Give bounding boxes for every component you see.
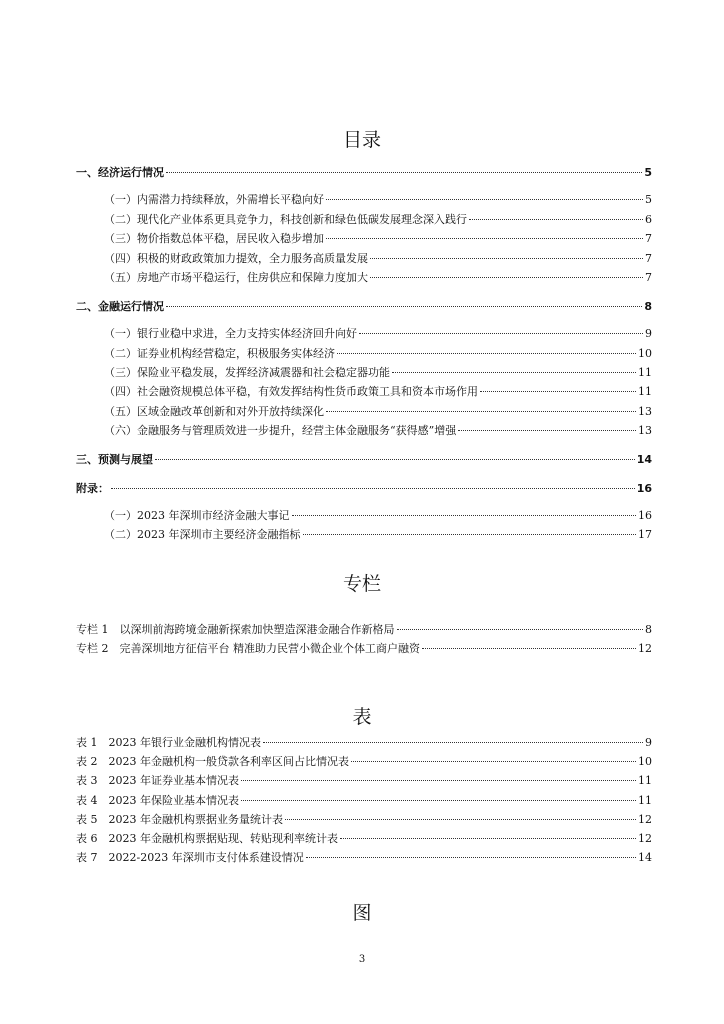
toc-entry[interactable] (104, 365, 652, 381)
leader-dots (370, 276, 643, 278)
table-entry[interactable] (76, 735, 652, 751)
toc-label: （一）2023 年深圳市经济金融大事记 (104, 509, 290, 522)
toc-label: 三、预测与展望 (76, 453, 153, 466)
toc-page: 13 (638, 424, 652, 437)
toc-label: （二）现代化产业体系更具竞争力，科技创新和绿色低碳发展理念深入践行 (104, 213, 467, 226)
table-entry[interactable] (76, 831, 652, 847)
table-entry[interactable] (76, 812, 652, 828)
toc-label: （六）金融服务与管理质效进一步提升，经营主体金融服务“获得感”增强 (104, 424, 457, 437)
toc-label: （四）积极的财政政策加力提效，全力服务高质量发展 (104, 252, 368, 265)
leader-dots (337, 352, 636, 354)
table-page: 11 (638, 774, 652, 787)
leader-dots (340, 837, 636, 839)
toc-entry[interactable] (104, 346, 652, 362)
column-label: 专栏 1 以深圳前海跨境金融新探索加快塑造深港金融合作新格局 (76, 623, 395, 636)
leader-dots (241, 779, 636, 781)
toc-title: 目录 (342, 129, 381, 151)
toc-label: 一、经济运行情况 (76, 166, 164, 179)
toc-page: 5 (645, 193, 652, 206)
toc-page: 17 (638, 528, 652, 541)
leader-dots (111, 487, 635, 489)
toc-label: 附录： (76, 482, 109, 495)
toc-label: （一）内需潜力持续释放，外需增长平稳向好 (104, 193, 324, 206)
leader-dots (306, 856, 636, 858)
toc-entry[interactable] (104, 270, 652, 286)
table-page: 10 (638, 755, 652, 768)
leader-dots (397, 628, 644, 630)
table-label: 表 4 2023 年保险业基本情况表 (76, 794, 239, 807)
toc-entry[interactable] (104, 508, 652, 524)
toc-label: （三）物价指数总体平稳，居民收入稳步增加 (104, 232, 324, 245)
toc-label: （二）证券业机构经营稳定，积极服务实体经济 (104, 347, 335, 360)
toc-page: 16 (636, 482, 652, 495)
page-number: 3 (358, 954, 366, 965)
column-entry[interactable] (76, 622, 652, 638)
toc-page: 11 (638, 366, 652, 379)
table-entry[interactable] (76, 754, 652, 770)
toc-label: （四）社会融资规模总体平稳，有效发挥结构性货币政策工具和资本市场作用 (104, 385, 478, 398)
toc-entry[interactable] (104, 192, 652, 208)
leader-dots (326, 410, 636, 412)
leader-dots (241, 799, 636, 801)
toc-page: 13 (638, 405, 652, 418)
column-page: 8 (645, 623, 652, 636)
toc-section-economy[interactable] (76, 165, 652, 181)
toc-page: 14 (636, 453, 652, 466)
toc-entry[interactable] (104, 423, 652, 439)
column-label: 专栏 2 完善深圳地方征信平台 精准助力民营小微企业个体工商户融资 (76, 642, 420, 655)
leader-dots (292, 514, 637, 516)
leader-dots (166, 305, 642, 307)
table-page: 12 (638, 832, 652, 845)
table-page: 12 (638, 813, 652, 826)
leader-dots (458, 429, 636, 431)
leader-dots (285, 818, 636, 820)
toc-entry[interactable] (104, 404, 652, 420)
leader-dots (370, 257, 643, 259)
table-label: 表 1 2023 年银行业金融机构情况表 (76, 736, 261, 749)
toc-page: 10 (638, 347, 652, 360)
columns-title: 专栏 (342, 573, 381, 595)
toc-entry[interactable] (104, 251, 652, 267)
leader-dots (263, 741, 643, 743)
toc-label: （二）2023 年深圳市主要经济金融指标 (104, 528, 301, 541)
toc-label: （一）银行业稳中求进，全力支持实体经济回升向好 (104, 327, 357, 340)
table-label: 表 3 2023 年证券业基本情况表 (76, 774, 239, 787)
table-page: 14 (638, 851, 652, 864)
leader-dots (422, 647, 636, 649)
leader-dots (351, 760, 636, 762)
figures-title: 图 (352, 902, 372, 924)
tables-title: 表 (352, 706, 372, 728)
table-label: 表 2 2023 年金融机构一般贷款各利率区间占比情况表 (76, 755, 349, 768)
leader-dots (469, 218, 643, 220)
toc-section-appendix[interactable] (76, 481, 652, 497)
table-page: 9 (645, 736, 652, 749)
toc-page: 5 (644, 166, 652, 179)
toc-page: 7 (645, 252, 652, 265)
table-entry[interactable] (76, 850, 652, 866)
toc-section-outlook[interactable] (76, 452, 652, 468)
toc-page: 6 (645, 213, 652, 226)
toc-page: 16 (638, 509, 652, 522)
toc-page: 9 (645, 327, 652, 340)
toc-entry[interactable] (104, 384, 652, 400)
toc-section-finance[interactable] (76, 299, 652, 315)
leader-dots (359, 332, 643, 334)
leader-dots (303, 533, 637, 535)
toc-label: （三）保险业平稳发展，发挥经济减震器和社会稳定器功能 (104, 366, 390, 379)
leader-dots (166, 171, 642, 173)
toc-page: 11 (638, 385, 652, 398)
table-label: 表 5 2023 年金融机构票据业务量统计表 (76, 813, 283, 826)
toc-label: （五）房地产市场平稳运行，住房供应和保障力度加大 (104, 271, 368, 284)
toc-page: 7 (645, 271, 652, 284)
table-label: 表 6 2023 年金融机构票据贴现、转贴现利率统计表 (76, 832, 338, 845)
toc-label: 二、金融运行情况 (76, 300, 164, 313)
toc-page: 8 (644, 300, 652, 313)
table-entry[interactable] (76, 793, 652, 809)
table-page: 11 (638, 794, 652, 807)
toc-entry[interactable] (104, 527, 652, 543)
column-entry[interactable] (76, 641, 652, 657)
toc-entry[interactable] (104, 326, 652, 342)
toc-entry[interactable] (104, 231, 652, 247)
toc-entry[interactable] (104, 212, 652, 228)
leader-dots (326, 237, 643, 239)
leader-dots (392, 371, 636, 373)
toc-label: （五）区域金融改革创新和对外开放持续深化 (104, 405, 324, 418)
table-label: 表 7 2022-2023 年深圳市支付体系建设情况 (76, 851, 304, 864)
leader-dots (480, 390, 636, 392)
leader-dots (155, 458, 635, 460)
table-entry[interactable] (76, 773, 652, 789)
toc-page: 7 (645, 232, 652, 245)
leader-dots (326, 198, 643, 200)
column-page: 12 (638, 642, 652, 655)
